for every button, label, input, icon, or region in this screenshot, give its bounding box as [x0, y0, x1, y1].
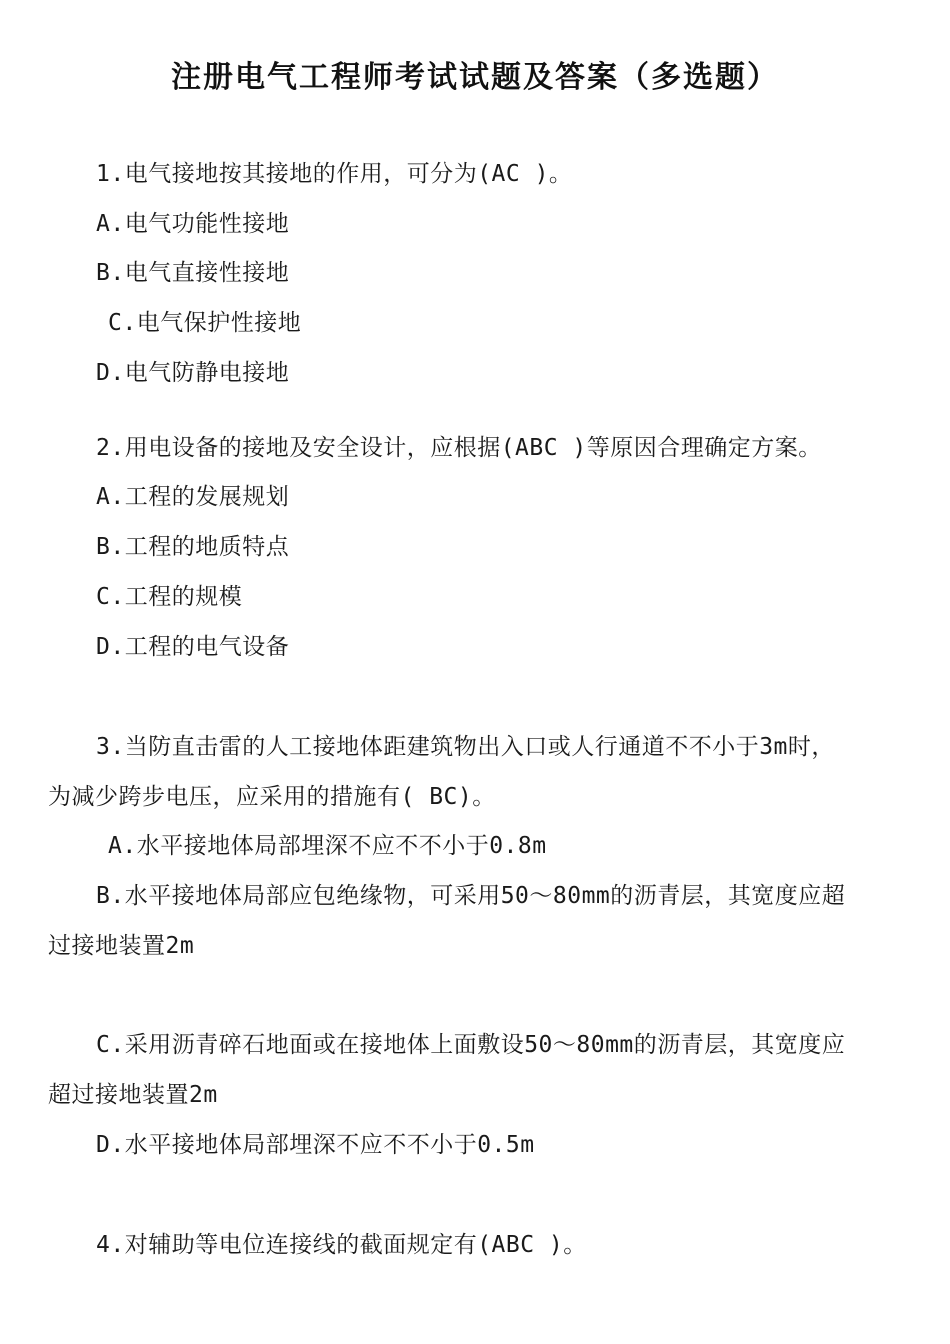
- question-1-option-d: D.电气防静电接地: [96, 360, 290, 386]
- question-3-option-d: D.水平接地体局部埋深不应不不小于0.5m: [96, 1132, 535, 1158]
- page-title: 注册电气工程师考试试题及答案（多选题）: [171, 60, 779, 95]
- question-1-option-b: B.电气直接性接地: [96, 260, 290, 286]
- question-2-option-d: D.工程的电气设备: [96, 634, 290, 660]
- question-3-option-c: C.采用沥青碎石地面或在接地体上面敷设50～80mm的沥青层，其宽度应: [96, 1032, 846, 1058]
- question-3-option-c-continued: 超过接地装置2m: [48, 1082, 218, 1108]
- question-3-option-a: A.水平接地体局部埋深不应不不小于0.8m: [108, 833, 547, 859]
- question-1-stem: 1.电气接地按其接地的作用，可分为(AC )。: [96, 161, 573, 187]
- question-3-stem-line-1: 3.当防直击雷的人工接地体距建筑物出入口或人行通道不不小于3m时，: [96, 734, 835, 760]
- question-3-option-b-continued: 过接地装置2m: [48, 933, 195, 959]
- question-4-stem: 4.对辅助等电位连接线的截面规定有(ABC )。: [96, 1232, 587, 1258]
- question-3-stem-line-2: 为减少跨步电压，应采用的措施有( BC)。: [48, 784, 496, 810]
- question-2-option-c: C.工程的规模: [96, 584, 243, 610]
- question-2-option-b: B.工程的地质特点: [96, 534, 290, 560]
- question-1-option-c: C.电气保护性接地: [108, 310, 302, 336]
- question-3-option-b: B.水平接地体局部应包绝缘物，可采用50～80mm的沥青层，其宽度应超: [96, 883, 846, 909]
- question-2-option-a: A.工程的发展规划: [96, 484, 290, 510]
- question-1-option-a: A.电气功能性接地: [96, 211, 290, 237]
- question-2-stem: 2.用电设备的接地及安全设计，应根据(ABC )等原因合理确定方案。: [96, 435, 822, 461]
